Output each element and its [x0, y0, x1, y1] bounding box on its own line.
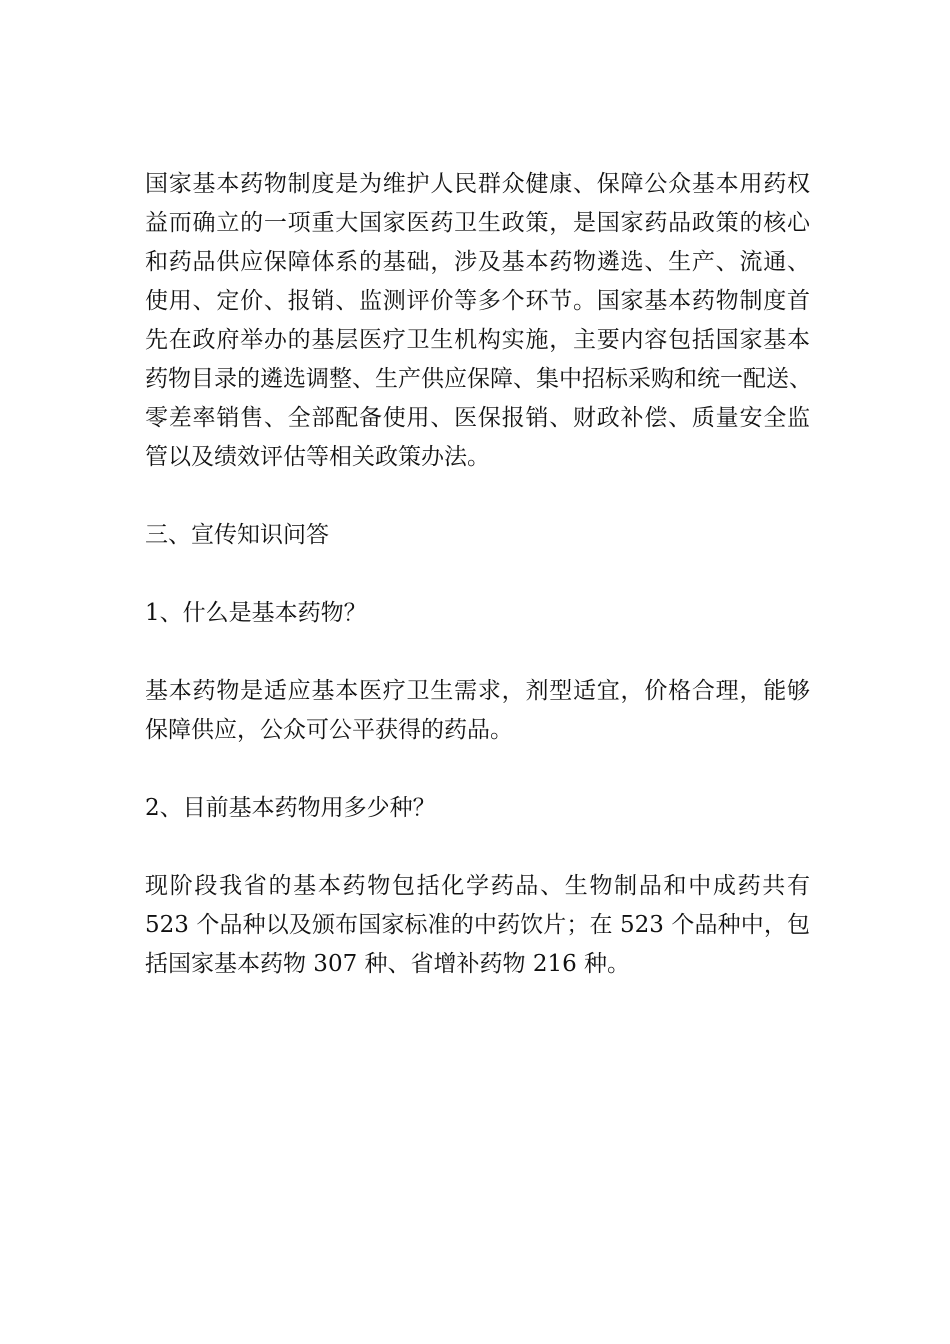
paragraph-line: 使用、定价、报销、监测评价等多个环节。国家基本药物制度首: [145, 288, 810, 314]
document-body: [145, 165, 810, 984]
paragraph-line: 先在政府举办的基层医疗卫生机构实施，主要内容包括国家基本: [145, 327, 810, 353]
section-heading: [145, 516, 810, 555]
paragraph-line: 和药品供应保障体系的基础，涉及基本药物遴选、生产、流通、: [145, 249, 810, 275]
paragraph-line: 国家基本药物制度是为维护人民群众健康、保障公众基本用药权: [145, 171, 810, 197]
answer-line: 括国家基本药物 307 种、省增补药物 216 种。: [145, 951, 631, 977]
blank-line: [145, 477, 810, 516]
intro-paragraph: [145, 165, 810, 477]
question-text: 2、目前基本药物用多少种？: [145, 795, 436, 821]
answer-line: 基本药物是适应基本医疗卫生需求，剂型适宜，价格合理，能够: [145, 678, 810, 704]
answer-1: [145, 672, 810, 750]
blank-line: [145, 828, 810, 867]
question-text: 1、什么是基本药物？: [145, 600, 367, 626]
answer-line: 现阶段我省的基本药物包括化学药品、生物制品和中成药共有: [145, 873, 810, 899]
answer-line: 保障供应，公众可公平获得的药品。: [145, 717, 513, 743]
blank-line: [145, 555, 810, 594]
blank-line: [145, 633, 810, 672]
question-2: [145, 789, 810, 828]
paragraph-line: 药物目录的遴选调整、生产供应保障、集中招标采购和统一配送、: [145, 366, 812, 392]
answer-line: 523 个品种以及颁布国家标准的中药饮片；在 523 个品种中，包: [145, 912, 810, 938]
blank-line: [145, 750, 810, 789]
paragraph-line: 益而确立的一项重大国家医药卫生政策，是国家药品政策的核心: [145, 210, 810, 236]
heading-text: 三、宣传知识问答: [145, 522, 329, 548]
answer-2: [145, 867, 810, 984]
paragraph-line: 管以及绩效评估等相关政策办法。: [145, 444, 490, 470]
paragraph-line: 零差率销售、全部配备使用、医保报销、财政补偿、质量安全监: [145, 405, 810, 431]
question-1: [145, 594, 810, 633]
